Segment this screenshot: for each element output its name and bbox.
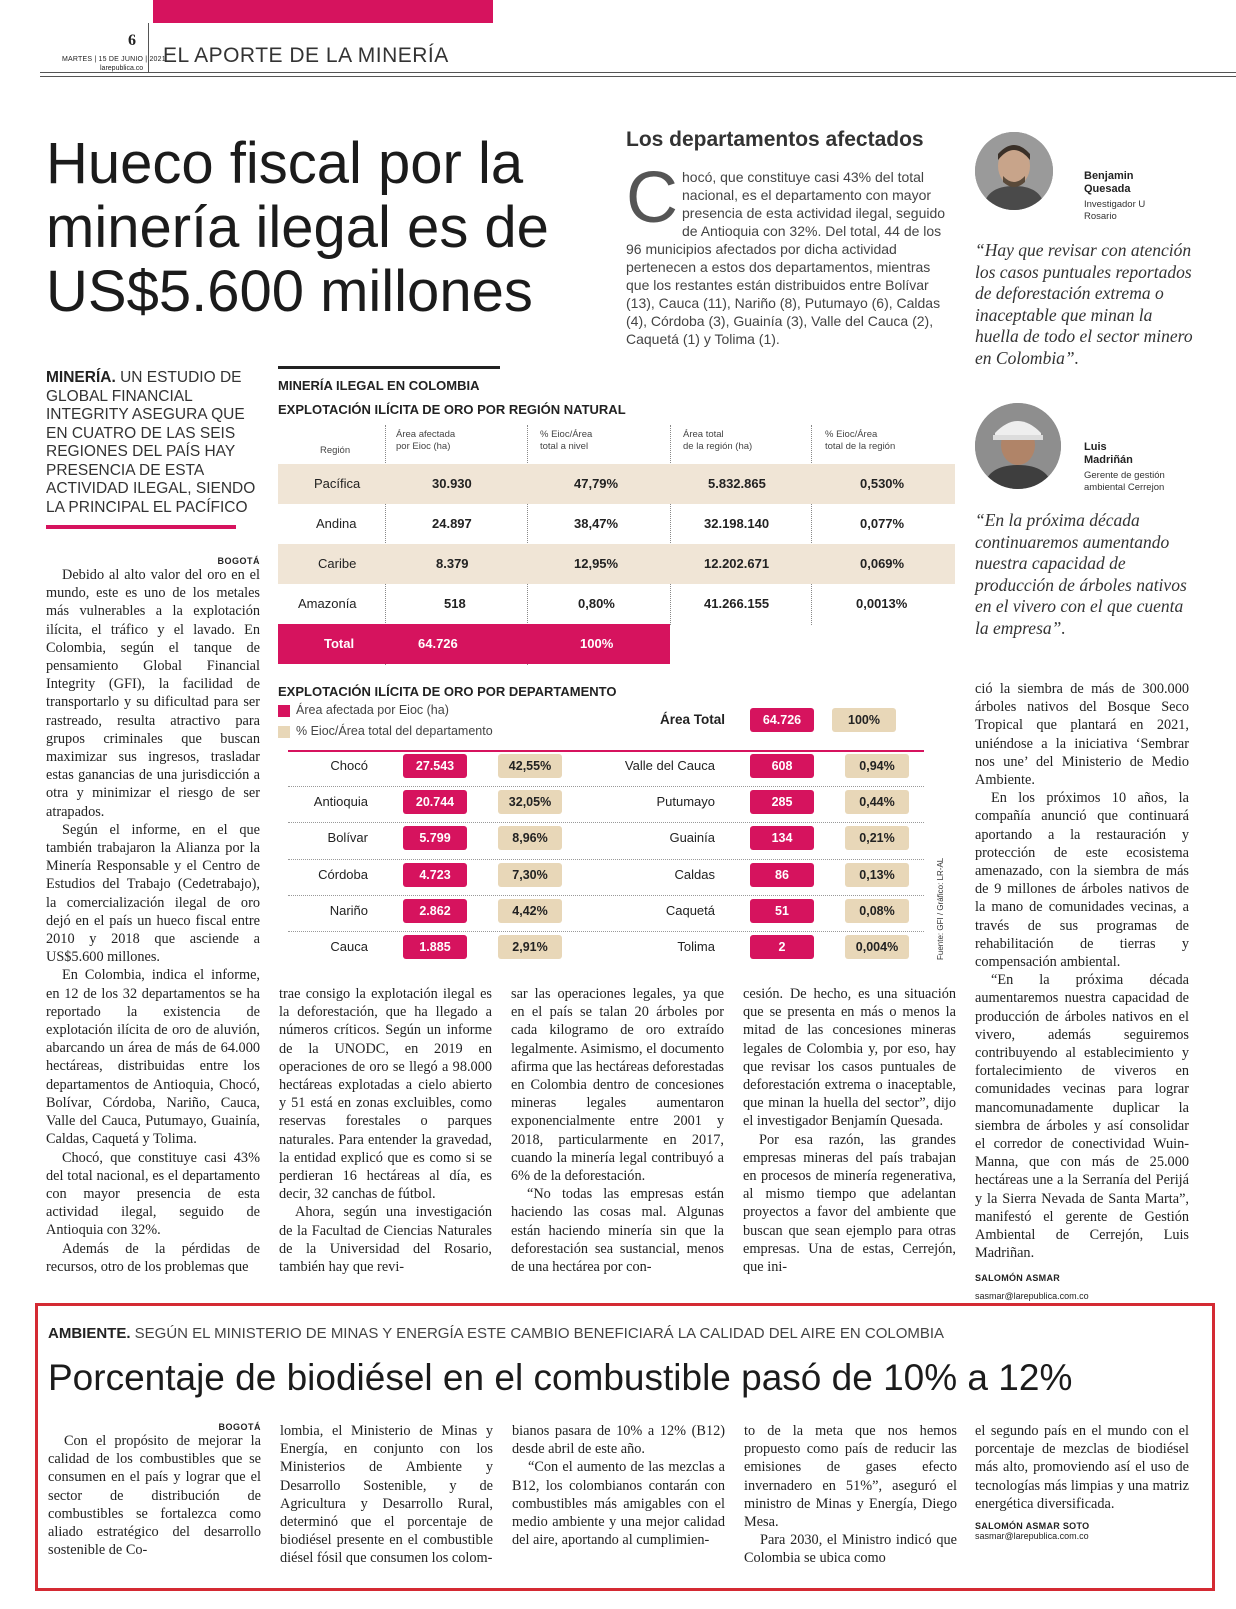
table-header	[396, 429, 455, 453]
legend-swatch	[278, 705, 290, 717]
brief-column-4	[744, 1422, 957, 1568]
dept-pct-pill: 0,004%	[845, 935, 909, 959]
table-row	[278, 544, 955, 584]
table-cell: 12.202.671	[704, 556, 770, 571]
paragraph: Por esa razón, las grandes empresas mineras del país trabajan en procesos de minería regenerativa, al mismo tiempo que adelantan proyectos a favor del ambiente que buscan que sean ejemplo para otras empresas. Una de estas, Cerrejón, que ini-	[743, 1131, 956, 1276]
table-cell: 0,80%	[578, 596, 615, 611]
dept-pct-pill: 0,94%	[845, 754, 909, 778]
legend-label: Área afectada por Eioc (ha)	[296, 703, 449, 717]
table-header	[320, 445, 350, 457]
brief-column-3	[512, 1422, 725, 1549]
dept-area-pill: 5.799	[403, 826, 467, 850]
dept-area-pill: 2	[750, 935, 814, 959]
person-name: Benjamin	[1084, 170, 1134, 182]
portrait-photo-icon	[975, 403, 1061, 489]
author-email[interactable]: sasmar@larepublica.com.co	[975, 1531, 1089, 1542]
dept-name: Valle del Cauca	[624, 758, 715, 773]
person-name: Quesada	[1084, 183, 1131, 195]
dept-rule	[288, 750, 924, 752]
headline-line: minería ilegal es de	[46, 195, 549, 260]
dateline: BOGOTÁ	[218, 1422, 261, 1432]
dept-pct-pill: 2,91%	[498, 935, 562, 959]
paragraph: trae consigo la explotación ilegal es la deforestación, que ha llegado a números críticos. Según un informe de la UNODC, en 2019 en operaciones de oro se llegó a 98.000 hectáreas explotadas a cielo abierto y 51 está en zonas excluibles, como reservas forestales o parques naturales. Para entender la gravedad, la entidad explicó que es como si se perdieran 16 hectáreas al día, es decir, 32 canchas de fútbol.	[279, 986, 492, 1203]
table-row	[278, 464, 955, 504]
area-total-pct: 100%	[832, 708, 896, 732]
dept-row-divider	[288, 859, 924, 860]
dept-pct-pill: 32,05%	[498, 790, 562, 814]
masthead-rule-2	[40, 76, 1236, 77]
portrait-photo-icon	[975, 132, 1053, 210]
header-text: total a nivel	[540, 441, 589, 452]
table-cell: 47,79%	[574, 476, 619, 491]
avatar	[975, 403, 1061, 489]
brief-column-5	[975, 1422, 1189, 1541]
brief-headline: Porcentaje de biodiésel en el combustible pasó de 10% a 12%	[48, 1357, 1073, 1398]
table-cell: 38,47%	[574, 516, 619, 531]
dept-name: Putumayo	[656, 794, 715, 810]
dept-name: Córdoba	[318, 866, 368, 882]
author-email[interactable]: sasmar@larepublica.com.co	[975, 1290, 1089, 1301]
area-total-label: Área Total	[660, 712, 726, 727]
dept-name: Cauca	[330, 939, 368, 954]
sidebar-body: hocó, que constituye casi 43% del total nacional, es el departamento con mayor presencia de esta actividad ilegal, seguido de Antioquia con 32%. Del total, 44 de los 96 municipios afectados por dicha actividad pertenecen a estos dos departamentos, mientras que los restantes están distribuidos entre Bolívar (13), Cauca (11), Nariño (8), Putumayo (6), Caldas (4), Córdoba (3), Guainía (3), Valle del Cauca (2), Caquetá (1) y Tolima (1).	[626, 169, 946, 347]
table-cell: 518	[444, 596, 466, 611]
headline-line: US$5.600 millones	[46, 259, 533, 324]
dept-area-pill: 285	[750, 790, 814, 814]
legend-swatch	[278, 726, 290, 738]
masthead-divider	[148, 23, 149, 73]
article-column-4	[743, 985, 956, 1276]
dept-name: Tolima	[677, 939, 715, 954]
table-cell: 5.832.865	[708, 476, 766, 491]
sidebar-text	[626, 158, 956, 348]
paragraph: el segundo país en el mundo con el porcentaje de mezclas de biodiésel más alto, promoviendo así el uso de tecnologías más limpias y una matriz energética diversificada.	[975, 1423, 1189, 1512]
table-header	[540, 429, 592, 453]
header-text: Área total	[683, 429, 724, 440]
table-cell: Pacífica	[314, 476, 361, 491]
pull-quote: “Hay que revisar con atención los casos puntuales reportados de deforestación extrema o inaceptable que minan la huella de todo el sector minero en Colombia”.	[975, 240, 1193, 368]
paragraph: Según el informe, en el que también trabajaron la Alianza por la Minería Responsable y el Centro de Estudios del Trabajo (Cedetrabajo), la comercialización ilegal de oro dejó en el país un hueco fiscal entre 2010 y 2018 que asciende a US$5.600 millones.	[46, 821, 260, 966]
header-text: Región	[320, 445, 351, 456]
person-name: Madriñán	[1084, 454, 1133, 466]
kicker-label: MINERÍA.	[46, 369, 116, 386]
dept-row-divider	[288, 786, 924, 787]
table-cell: 32.198.140	[704, 516, 770, 531]
table-cell: Total	[324, 636, 355, 651]
header-text: Área afectada	[396, 429, 456, 440]
dept-row-divider	[288, 822, 924, 823]
dept-area-pill: 20.744	[403, 790, 467, 814]
table-cell: 100%	[580, 636, 614, 651]
dept-name: Nariño	[329, 902, 368, 918]
dept-row-divider	[288, 895, 924, 896]
chart-credit: Fuente: GFI / Gráfico: LR-AL	[936, 857, 945, 960]
header-text: por Eioc (ha)	[396, 441, 451, 452]
dept-pct-pill: 42,55%	[498, 754, 562, 778]
table-cell: 0,069%	[860, 556, 905, 571]
paragraph: sar las operaciones legales, ya que en el país se talan 20 árboles por cada kilogramo de oro extraído legalmente. Asimismo, el documento afirma que las hectáreas deforestadas en Colombia dentro de concesiones mineras legales aumentaron exponencialmente entre 2001 y 2018, particularmente en 2017, cuando la minería legal contribuyó a 6% de la deforestación.	[511, 986, 724, 1185]
paragraph: to de la meta que nos hemos propuesto como país de reducir las emisiones de gases efecto invernadero en 51%”, aseguró el ministro de Minas y Energía, Diego Mesa.	[744, 1423, 957, 1531]
sidebar-title: Los departamentos afectados	[626, 128, 924, 151]
person-role: Rosario	[1084, 211, 1117, 222]
dept-name: Caldas	[674, 866, 715, 882]
dept-name: Chocó	[330, 758, 368, 773]
header-text: % Eioc/Área	[540, 429, 593, 440]
table-cell: Caribe	[318, 556, 357, 571]
brief-kicker-label: AMBIENTE.	[48, 1325, 131, 1342]
table-row	[278, 504, 955, 544]
dept-pct-pill: 0,21%	[845, 826, 909, 850]
paragraph: “En la próxima década aumentaremos nuestra capacidad de producción de árboles nativos en el vivero, además seguiremos contribuyendo al establecimiento y fortalecimiento de viveros en comunidades vecinas para lograr mancomunadamente duplicar la siembra de árboles y así consolidar el corredor de conectividad Wuin-Manna, que con más de 25.000 hectáreas une a la Serranía del Perijá y la Sierra Nevada de Santa Marta”, manifestó el gerente de Gestión Ambiental de Cerrejón, Luis Madriñan.	[975, 972, 1189, 1262]
dept-area-pill: 608	[750, 754, 814, 778]
table-cell: 0,0013%	[856, 596, 908, 611]
person-caption	[1084, 441, 1224, 494]
infographic-subtitle: EXPLOTACIÓN ILÍCITA DE ORO POR REGIÓN NATURAL	[278, 402, 626, 417]
dept-area-pill: 86	[750, 863, 814, 887]
brief-column-2: lombia, el Ministerio de Minas y Energía, en conjunto con los Ministerios de Ambiente y Desarrollo Sostenible, y de Agricultura y Desarrollo Rural, determinó que el porcentaje de biodiésel presente en el combustible diésel fósil que consumen los colom-	[280, 1423, 493, 1567]
dept-pct-pill: 4,42%	[498, 899, 562, 923]
dept-pct-pill: 0,44%	[845, 790, 909, 814]
table-header	[683, 429, 752, 453]
avatar	[975, 132, 1053, 210]
headline-line: Hueco fiscal por la	[46, 131, 524, 196]
paragraph: “No todas las empresas están haciendo las cosas mal. Algunas están haciendo minería sin que la deforestación sea sustancial, menos de una hectárea por con-	[511, 1186, 724, 1276]
brief-kicker	[48, 1325, 944, 1342]
table-row	[278, 584, 955, 624]
article-column-1	[46, 556, 260, 1276]
dept-area-pill: 27.543	[403, 754, 467, 778]
table-cell: 0,077%	[860, 516, 905, 531]
person-caption	[1084, 170, 1224, 223]
dept-name: Antioquia	[313, 794, 368, 810]
author-name: SALOMÓN ASMAR	[975, 1272, 1061, 1283]
article-column-3	[511, 985, 724, 1276]
table-cell: 30.930	[432, 476, 472, 491]
paragraph: Con el propósito de mejorar la calidad de los combustibles que se consumen en el país y lograr que el sector de distribución de combustibles se fortalezca como aliado estratégico del desarrollo sostenible de Co-	[48, 1433, 261, 1559]
dept-pct-pill: 0,13%	[845, 863, 909, 887]
dept-area-pill: 2.862	[403, 899, 467, 923]
paragraph: Chocó, que constituye casi 43% del total nacional, es el departamento con mayor presencia de esta actividad ilegal, seguido de Antioquia con 32%.	[46, 1149, 260, 1239]
section-color-bar	[153, 0, 493, 23]
issue-date: MARTES | 15 DE JUNIO | 2021	[62, 56, 166, 63]
dept-area-pill: 134	[750, 826, 814, 850]
article-headline	[46, 132, 606, 324]
infographic-subtitle: EXPLOTACIÓN ILÍCITA DE ORO POR DEPARTAMENTO	[278, 684, 617, 699]
header-text: % Eioc/Área	[825, 429, 878, 440]
table-cell: Amazonía	[298, 596, 357, 611]
article-column-5	[975, 680, 1189, 1305]
table-cell: 12,95%	[574, 556, 619, 571]
brief-column-1	[48, 1422, 261, 1559]
paragraph: Además de la pérdidas de recursos, otro de los problemas que	[46, 1240, 260, 1275]
table-cell: 24.897	[432, 516, 472, 531]
article-kicker	[46, 369, 266, 517]
header-text: de la región (ha)	[683, 441, 753, 452]
dept-area-pill: 4.723	[403, 863, 467, 887]
table-cell: 64.726	[418, 636, 458, 651]
paragraph: Debido al alto valor del oro en el mundo, este es uno de los metales más vulnerables a la explotación ilícita, el tráfico y el lavado. En Colombia, según el tanque de pensamiento Global Financial Integrity (GFI), la facilidad de transportarlo y su dificultad para ser rastreado, resulta atractivo para grupos criminales que buscan maximizar sus ingresos, trasladar estas ganancias de una jurisdicción a otra y minimizar el riesgo de ser atrapados.	[46, 567, 260, 820]
dept-name: Guainía	[669, 830, 715, 846]
table-total-row	[278, 624, 670, 664]
masthead-rule	[40, 72, 1236, 73]
page-number: 6	[128, 32, 136, 49]
kicker-rule	[46, 525, 236, 529]
paragraph: ció la siembra de más de 300.000 árboles nativos del Bosque Seco Tropical que plantará en 2021, uniéndose a la iniciativa ‘Sembrar nos une’ del Ministerio de Medio Ambiente.	[975, 681, 1189, 789]
dept-row-divider	[288, 931, 924, 932]
paragraph: Para 2030, el Ministro indicó que Colombia se ubica como	[744, 1532, 957, 1567]
article-column-2	[279, 985, 492, 1276]
table-cell: 8.379	[436, 556, 469, 571]
author-name: SALOMÓN ASMAR SOTO	[975, 1521, 1090, 1532]
section-title: EL APORTE DE LA MINERÍA	[163, 44, 449, 67]
dept-name: Bolívar	[327, 830, 368, 846]
legend-label: % Eioc/Área total del departamento	[296, 724, 493, 738]
dept-pct-pill: 7,30%	[498, 863, 562, 887]
table-cell: Andina	[316, 516, 357, 531]
person-name: Luis	[1084, 441, 1107, 453]
pull-quote: “En la próxima década continuaremos aumentando nuestra capacidad de producción de árboles nativos en el vivero con el que cuenta la empresa”.	[975, 510, 1187, 638]
paragraph: bianos pasara de 10% a 12% (B12) desde abril de este año.	[512, 1423, 725, 1458]
infographic-top-rule	[278, 366, 500, 369]
paragraph: En Colombia, indica el informe, en 12 de los 32 departamentos se ha reportado la existencia de explotación ilícita de oro de aluvión, abarcando un área de más de 64.000 hectáreas, distribuidas entre los departamentos de Antioquia, Chocó, Bolívar, Córdoba, Nariño, Cauca, Valle del Cauca, Putumayo, Guainía, Caldas, Caquetá y Tolima.	[46, 967, 260, 1148]
kicker-text: UN ESTUDIO DE GLOBAL FINANCIAL INTEGRITY ASEGURA QUE EN CUATRO DE LAS SEIS REGIONES DEL PAÍS HAY PRESENCIA DE ESTA ACTIVIDAD ILEGAL, SIENDO LA PRINCIPAL EL PACÍFICO	[46, 369, 256, 516]
paragraph: En los próximos 10 años, la compañía anunció que continuará aportando a la restauración y protección de este ecosistema amenazado, con la siembra de más de 9 millones de árboles nativos de la mano de comunidades vecinas, a través de sus programas de rehabilitación de tierras y compensación ambiental.	[975, 790, 1189, 971]
column-text	[46, 566, 260, 1276]
dept-area-pill: 1.885	[403, 935, 467, 959]
dept-name: Caquetá	[665, 902, 715, 918]
person-role: Investigador U	[1084, 199, 1146, 210]
person-role: Gerente de gestión	[1084, 470, 1165, 481]
dept-pct-pill: 8,96%	[498, 826, 562, 850]
dept-area-pill: 51	[750, 899, 814, 923]
header-text: total de la región	[825, 441, 896, 452]
dept-pct-pill: 0,08%	[845, 899, 909, 923]
area-total-value: 64.726	[750, 708, 814, 732]
paragraph: “Con el aumento de las mezclas a B12, los colombianos contarán con combustibles más amigables con el medio ambiente y una mejor calidad del aire, aportando al cumplimien-	[512, 1459, 725, 1549]
table-cell: 0,530%	[860, 476, 905, 491]
dateline: BOGOTÁ	[217, 556, 260, 566]
person-role: ambiental Cerrejon	[1084, 482, 1165, 493]
infographic-title: MINERÍA ILEGAL EN COLOMBIA	[278, 378, 480, 393]
site-url: larepublica.co	[100, 65, 144, 72]
dropcap: C	[626, 158, 678, 238]
table-cell: 41.266.155	[704, 596, 770, 611]
table-header	[825, 429, 895, 453]
brief-kicker-text: SEGÚN EL MINISTERIO DE MINAS Y ENERGÍA ESTE CAMBIO BENEFICIARÁ LA CALIDAD DEL AIRE EN COLOMBIA	[134, 1325, 945, 1342]
paragraph: cesión. De hecho, es una situación que se presenta en más o menos la mitad de las concesiones mineras legales de Colombia y, por eso, hay que revisar los casos puntuales de deforestación extrema o inaceptable, que minan la huella del sector”, dijo el investigador Benjamín Quesada.	[743, 986, 956, 1130]
paragraph: Ahora, según una investigación de la Facultad de Ciencias Naturales de la Universidad del Rosario, también hay que revi-	[279, 1204, 492, 1276]
